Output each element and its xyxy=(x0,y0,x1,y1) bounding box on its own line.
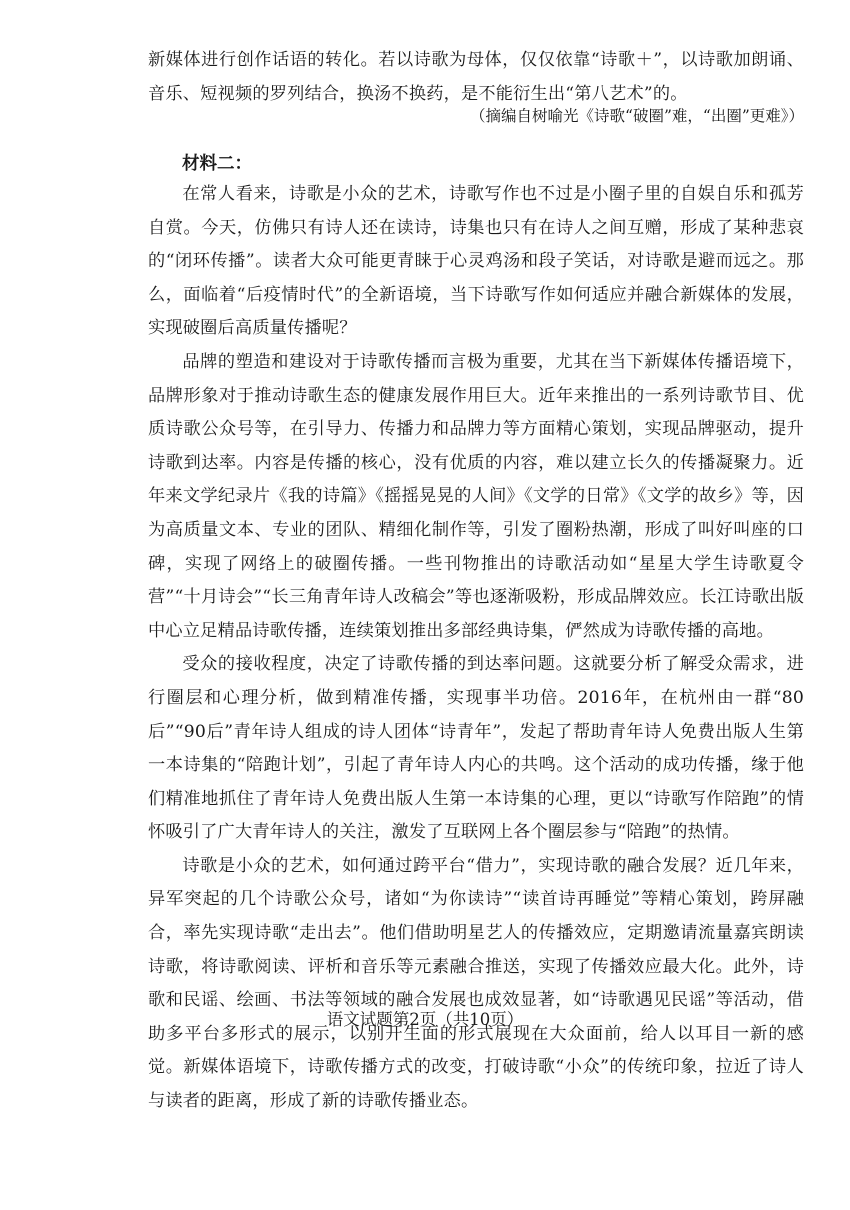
intro-paragraph-block xyxy=(148,44,804,111)
section-heading-material-2: 材料二： xyxy=(182,154,252,174)
material-2-paragraph-4: 诗歌是小众的艺术，如何通过跨平台“借力”，实现诗歌的融合发展？近几年来，异军突起的几个诗歌公众号，诸如“为你读诗”“读首诗再睡觉”等精心策划，跨屏融合，率先实现诗歌“走出去”。他们借助明星艺人的传播效应，定期邀请流量嘉宾朗读诗歌，将诗歌阅读、评析和音乐等元素融合推送，实现了传播效应最大化。此外，诗歌和民谣、绘画、书法等领域的融合发展也成效显著，如“诗歌遇见民谣”等活动，借助多平台多形式的展示，以别开生面的形式展现在大众面前，给人以耳目一新的感觉。新媒体语境下，诗歌传播方式的改变，打破诗歌“小众”的传统印象，拉近了诗人与读者的距离，形成了新的诗歌传播业态。 xyxy=(148,855,804,1112)
material-2-paragraph-2: 品牌的塑造和建设对于诗歌传播而言极为重要，尤其在当下新媒体传播语境下，品牌形象对于推动诗歌生态的健康发展作用巨大。近年来推出的一系列诗歌节目、优质诗歌公众号等，在引导力、传播力和品牌力等方面精心策划，实现品牌驱动，提升诗歌到达率。内容是传播的核心，没有优质的内容，难以建立长久的传播凝聚力。近年来文学纪录片《我的诗篇》《摇摇晃晃的人间》《文学的日常》《文学的故乡》等，因为高质量文本、专业的团队、精细化制作等，引发了圈粉热潮，形成了叫好叫座的口碑，实现了网络上的破圈传播。一些刊物推出的诗歌活动如“星星大学生诗歌夏令营”“十月诗会”“长三角青年诗人改稿会”等也逐渐吸粉，形成品牌效应。长江诗歌出版中心立足精品诗歌传播，连续策划推出多部经典诗集，俨然成为诗歌传播的高地。 xyxy=(148,351,804,641)
material-2-paragraph-3: 受众的接收程度，决定了诗歌传播的到达率问题。这就要分析了解受众需求，进行圈层和心理分析，做到精准传播，实现事半功倍。2016年，在杭州由一群“80后”“90后”青年诗人组成的诗人团体“诗青年”，发起了帮助青年诗人免费出版人生第一本诗集的“陪跑计划”，引起了青年诗人内心的共鸣。这个活动的成功传播，缘于他们精准地抓住了青年诗人免费出版人生第一本诗集的心理，更以“诗歌写作陪跑”的情怀吸引了广大青年诗人的关注，激发了互联网上各个圈层参与“陪跑”的热情。 xyxy=(148,654,804,843)
intro-paragraph: 新媒体进行创作话语的转化。若以诗歌为母体，仅仅依靠“诗歌＋”，以诗歌加朗诵、音乐、短视频的罗列结合，换汤不换药，是不能衍生出“第八艺术”的。 xyxy=(148,50,804,104)
material-2-body xyxy=(148,178,804,1119)
material-2-paragraph-1: 在常人看来，诗歌是小众的艺术，诗歌写作也不过是小圈子里的自娱自乐和孤芳自赏。今天，仿佛只有诗人还在读诗，诗集也只有在诗人之间互赠，形成了某种悲哀的“闭环传播”。读者大众可能更青睐于心灵鸡汤和段子笑话，对诗歌是避而远之。那么，面临着“后疫情时代”的全新语境，当下诗歌写作如何适应并融合新媒体的发展，实现破圈后高质量传播呢？ xyxy=(148,184,804,339)
page-footer: 语文试题第2页（共10页） xyxy=(326,1010,524,1029)
source-citation: （摘编自树喻光《诗歌“破圈”难，“出圈”更难》） xyxy=(470,107,804,125)
